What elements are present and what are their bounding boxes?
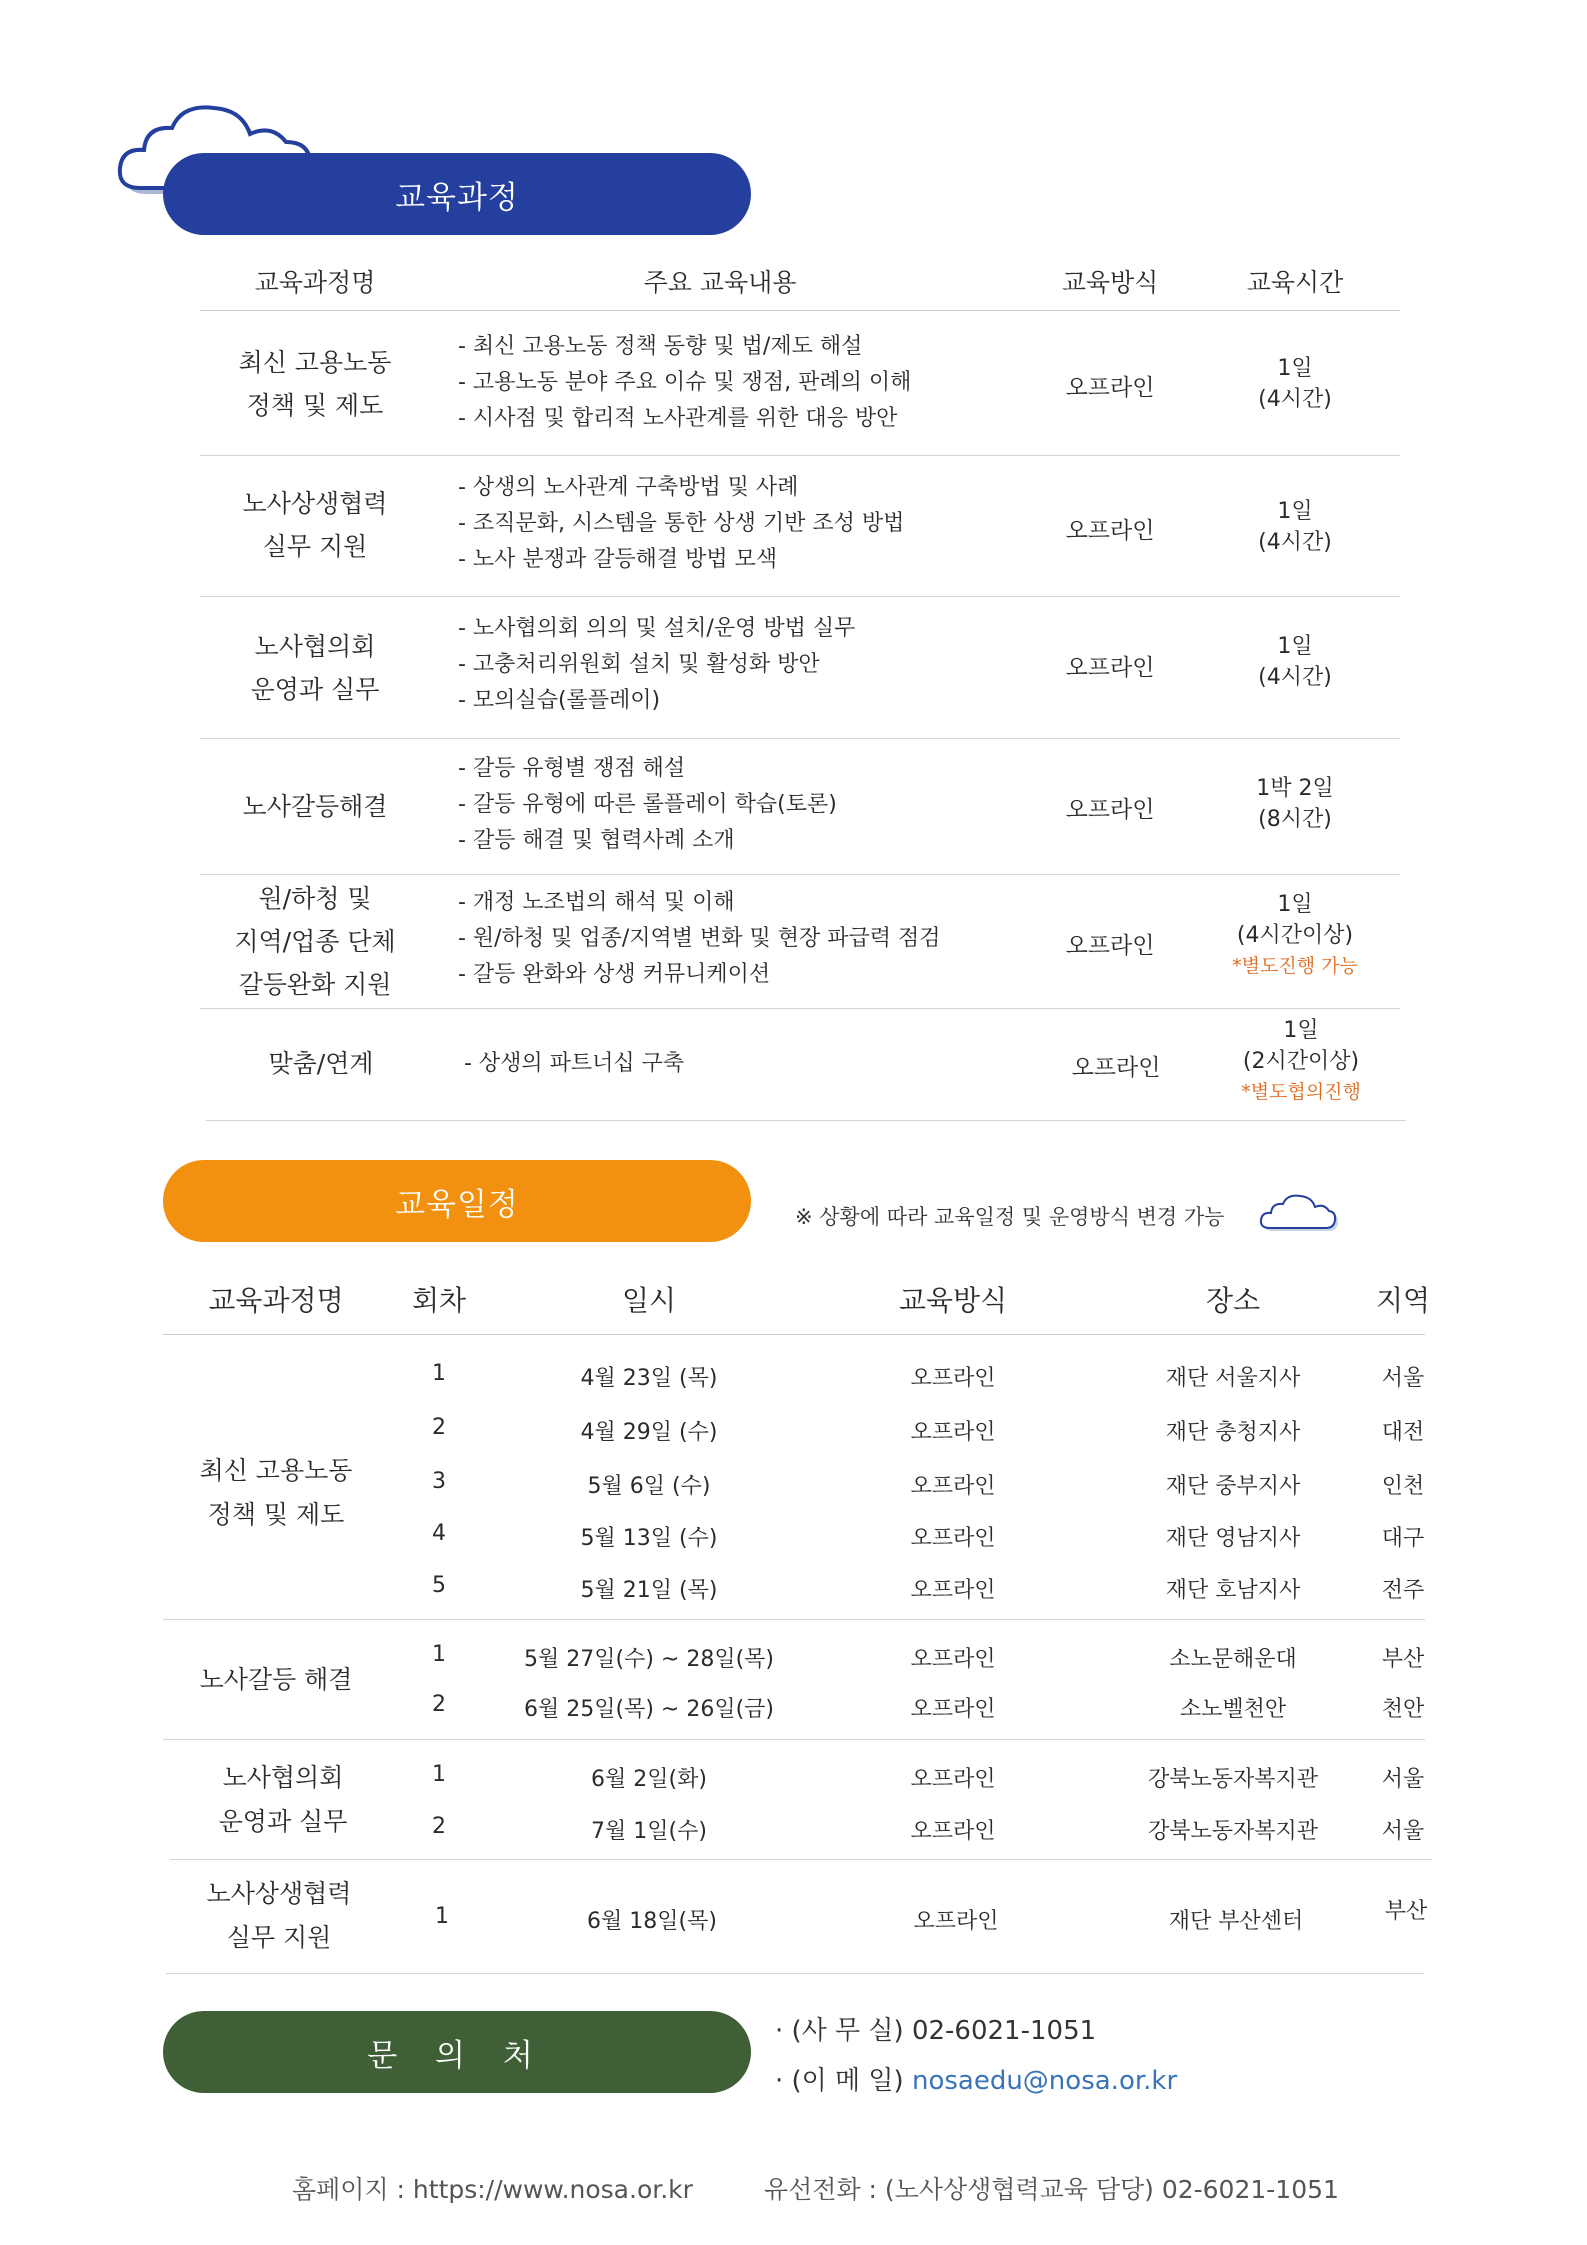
schedule-date: 6월 25일(목) ~ 26일(금) — [524, 1697, 774, 1722]
schedule-place: 재단 호남지사 — [1165, 1578, 1301, 1603]
time-line: (4시간) — [1258, 387, 1332, 412]
schedule-table-header — [163, 1255, 1431, 1335]
footer-homepage[interactable]: 홈페이지 : https://www.nosa.or.kr — [292, 2175, 693, 2204]
time-line: 1일 — [1277, 356, 1313, 381]
group-name-line: 노사갈등 해결 — [199, 1665, 353, 1694]
schedule-row — [163, 1569, 1425, 1605]
schedule-date: 5월 13일 (수) — [580, 1526, 718, 1551]
course-name-line: 최신 고용노동 — [238, 348, 392, 377]
section-title-contact-label: 문 의 처 — [367, 2037, 547, 2074]
schedule-date: 6월 2일(화) — [591, 1767, 707, 1792]
schedule-row — [163, 1517, 1425, 1553]
schedule-region: 천안 — [1381, 1697, 1425, 1722]
group-name-line: 최신 고용노동 — [199, 1456, 353, 1485]
group-name-line: 운영과 실무 — [218, 1807, 348, 1836]
schedule-group — [163, 1335, 1425, 1620]
course-name-line: 갈등완화 지원 — [238, 970, 392, 999]
schedule-method: 오프라인 — [910, 1697, 996, 1722]
time-line: 1일 — [1277, 892, 1313, 917]
time-note: *별도진행 가능 — [1232, 955, 1358, 977]
content-line: - 상생의 노사관계 구축방법 및 사례 — [458, 475, 799, 500]
course-content — [458, 885, 998, 993]
course-time — [1210, 353, 1380, 415]
schedule-place: 재단 영남지사 — [1165, 1526, 1301, 1551]
content-line: - 갈등 유형별 쟁점 해설 — [458, 756, 686, 781]
content-line: - 고충처리위원회 설치 및 활성화 방안 — [458, 652, 820, 677]
schedule-method: 오프라인 — [910, 1420, 996, 1445]
course-row — [200, 313, 1400, 456]
time-line: (4시간이상) — [1236, 923, 1354, 948]
schedule-date: 4월 23일 (목) — [580, 1366, 718, 1391]
header-course-name: 교육과정명 — [254, 268, 376, 297]
header-schedule-place: 장소 — [1205, 1284, 1261, 1317]
schedule-row — [163, 1357, 1425, 1393]
course-name-line: 원/하청 및 — [258, 884, 372, 913]
course-name-line: 실무 지원 — [262, 532, 368, 561]
course-time — [1210, 631, 1380, 693]
schedule-date: 5월 6일 (수) — [587, 1474, 711, 1499]
schedule-round: 2 — [432, 1415, 446, 1440]
contact-office-label: · (사 무 실) — [775, 2016, 904, 2046]
schedule-region: 대전 — [1381, 1420, 1425, 1445]
schedule-date: 6월 18일(목) — [587, 1909, 717, 1934]
time-line: (2시간이상) — [1242, 1049, 1360, 1074]
course-time — [1210, 889, 1380, 982]
schedule-method: 오프라인 — [910, 1578, 996, 1603]
schedule-method: 오프라인 — [913, 1909, 999, 1934]
course-table-header — [200, 255, 1400, 311]
time-line: (8시간) — [1258, 807, 1332, 832]
contact-email-label: · (이 메 일) — [775, 2066, 904, 2096]
schedule-row — [166, 1900, 1428, 1936]
cloud-icon — [1258, 1192, 1338, 1234]
content-line: - 개정 노조법의 해석 및 이해 — [458, 890, 735, 915]
course-name — [220, 785, 410, 828]
schedule-method: 오프라인 — [910, 1526, 996, 1551]
section-title-schedule — [163, 1160, 751, 1242]
schedule-region: 서울 — [1381, 1819, 1425, 1844]
header-schedule-region: 지역 — [1375, 1284, 1431, 1317]
course-row — [200, 597, 1400, 739]
course-name — [226, 1042, 416, 1085]
header-schedule-method: 교육방식 — [898, 1284, 1008, 1317]
schedule-round: 2 — [432, 1692, 446, 1717]
contact-email — [775, 2060, 1177, 2097]
schedule-date: 5월 21일 (목) — [580, 1578, 718, 1603]
schedule-place: 재단 서울지사 — [1165, 1366, 1301, 1391]
schedule-region: 인천 — [1381, 1474, 1425, 1499]
time-line: 1일 — [1277, 499, 1313, 524]
schedule-place: 소노문해운대 — [1169, 1647, 1297, 1672]
schedule-round: 1 — [435, 1904, 449, 1929]
content-line: - 조직문화, 시스템을 통한 상생 기반 조성 방법 — [458, 511, 905, 536]
schedule-method: 오프라인 — [910, 1767, 996, 1792]
course-name-line: 노사갈등해결 — [242, 792, 388, 821]
schedule-note: ※ 상황에 따라 교육일정 및 운영방식 변경 가능 — [795, 1205, 1225, 1229]
schedule-round: 1 — [432, 1361, 446, 1386]
schedule-place: 재단 충청지사 — [1165, 1420, 1301, 1445]
course-name — [220, 877, 410, 1006]
schedule-round: 1 — [432, 1762, 446, 1787]
course-name-line: 정책 및 제도 — [246, 391, 384, 420]
schedule-region: 전주 — [1381, 1578, 1425, 1603]
content-line: - 노사협의회 의의 및 설치/운영 방법 실무 — [458, 616, 856, 641]
contact-office — [775, 2010, 1096, 2047]
schedule-place: 강북노동자복지관 — [1147, 1819, 1319, 1844]
content-line: - 고용노동 분야 주요 이슈 및 쟁점, 판례의 이해 — [458, 370, 912, 395]
header-course-time: 교육시간 — [1246, 268, 1344, 297]
schedule-round: 2 — [432, 1814, 446, 1839]
schedule-row — [163, 1465, 1425, 1501]
course-time — [1216, 1015, 1386, 1108]
time-note: *별도협의진행 — [1241, 1081, 1361, 1103]
schedule-date: 7월 1일(수) — [591, 1819, 707, 1844]
group-name-line: 실무 지원 — [226, 1923, 332, 1952]
header-schedule-date: 일시 — [621, 1284, 677, 1317]
schedule-region: 부산 — [1381, 1647, 1425, 1672]
course-row — [200, 739, 1400, 875]
schedule-group — [170, 1740, 1432, 1860]
section-title-contact — [163, 2011, 751, 2093]
group-name-line: 노사협의회 — [222, 1763, 344, 1792]
schedule-row — [163, 1638, 1425, 1674]
course-method: 오프라인 — [1065, 375, 1155, 401]
course-name-line: 노사상생협력 — [242, 489, 388, 518]
course-method: 오프라인 — [1065, 933, 1155, 959]
schedule-place: 재단 중부지사 — [1165, 1474, 1301, 1499]
schedule-method: 오프라인 — [910, 1819, 996, 1844]
course-row — [200, 456, 1400, 597]
time-line: 1일 — [1277, 634, 1313, 659]
schedule-region: 대구 — [1381, 1526, 1425, 1551]
schedule-region: 서울 — [1381, 1767, 1425, 1792]
footer-phone: 유선전화 : (노사상생협력교육 담당) 02-6021-1051 — [764, 2175, 1339, 2204]
content-line: - 원/하청 및 업종/지역별 변화 및 현장 파급력 점검 — [458, 926, 941, 951]
schedule-date: 4월 29일 (수) — [580, 1420, 718, 1445]
schedule-row — [163, 1810, 1425, 1846]
schedule-region: 부산 — [1384, 1899, 1428, 1924]
schedule-method: 오프라인 — [910, 1474, 996, 1499]
schedule-round: 3 — [432, 1469, 446, 1494]
section-title-schedule-label: 교육일정 — [395, 1186, 519, 1223]
course-name-line: 맞춤/연계 — [268, 1049, 374, 1078]
header-schedule-round: 회차 — [411, 1284, 467, 1317]
course-content — [458, 611, 998, 719]
section-title-courses-label: 교육과정 — [395, 179, 519, 216]
course-row — [200, 875, 1400, 1009]
content-line: - 시사점 및 합리적 노사관계를 위한 대응 방안 — [458, 406, 898, 431]
schedule-group — [163, 1620, 1425, 1740]
content-line: - 최신 고용노동 정책 동향 및 법/제도 해설 — [458, 334, 863, 359]
group-name-line: 노사상생협력 — [206, 1879, 352, 1908]
schedule-date: 5월 27일(수) ~ 28일(목) — [524, 1647, 774, 1672]
content-line: - 갈등 완화와 상생 커뮤니케이션 — [458, 962, 771, 987]
contact-office-phone: 02-6021-1051 — [911, 2016, 1097, 2046]
course-name-line: 노사협의회 — [254, 632, 376, 661]
schedule-region: 서울 — [1381, 1366, 1425, 1391]
course-content — [464, 1046, 1004, 1082]
header-schedule-name: 교육과정명 — [208, 1284, 344, 1317]
schedule-round: 4 — [432, 1521, 446, 1546]
content-line: - 갈등 해결 및 협력사례 소개 — [458, 828, 735, 853]
course-content — [458, 329, 998, 437]
course-content — [458, 470, 998, 578]
course-method: 오프라인 — [1065, 797, 1155, 823]
content-line: - 상생의 파트너십 구축 — [464, 1051, 685, 1076]
course-name — [220, 482, 410, 568]
schedule-method: 오프라인 — [910, 1647, 996, 1672]
course-name — [220, 341, 410, 427]
course-name — [220, 625, 410, 711]
contact-email-link[interactable]: nosaedu@nosa.or.kr — [911, 2066, 1178, 2096]
course-time — [1210, 773, 1380, 835]
header-course-content: 주요 교육내용 — [643, 268, 797, 297]
course-content — [458, 751, 998, 859]
schedule-row — [163, 1688, 1425, 1724]
course-name-line: 지역/업종 단체 — [234, 927, 396, 956]
course-method: 오프라인 — [1065, 655, 1155, 681]
schedule-row — [163, 1411, 1425, 1447]
time-line: (4시간) — [1258, 530, 1332, 555]
schedule-round: 1 — [432, 1642, 446, 1667]
time-line: 1박 2일 — [1256, 776, 1334, 801]
schedule-place: 소노벨천안 — [1179, 1697, 1287, 1722]
course-method: 오프라인 — [1071, 1055, 1161, 1081]
course-row — [206, 1009, 1406, 1121]
header-course-method: 교육방식 — [1061, 268, 1159, 297]
course-name-line: 운영과 실무 — [250, 675, 380, 704]
course-time — [1210, 496, 1380, 558]
content-line: - 갈등 유형에 따른 롤플레이 학습(토론) — [458, 792, 837, 817]
time-line: 1일 — [1283, 1018, 1319, 1043]
section-title-courses — [163, 153, 751, 235]
course-method: 오프라인 — [1065, 518, 1155, 544]
schedule-place: 강북노동자복지관 — [1147, 1767, 1319, 1792]
schedule-round: 5 — [432, 1573, 446, 1598]
content-line: - 모의실습(롤플레이) — [458, 688, 661, 713]
schedule-group — [166, 1860, 1428, 1974]
schedule-place: 재단 부산센터 — [1168, 1909, 1304, 1934]
group-name-line: 정책 및 제도 — [207, 1500, 345, 1529]
schedule-row — [163, 1758, 1425, 1794]
content-line: - 노사 분쟁과 갈등해결 방법 모색 — [458, 547, 778, 572]
time-line: (4시간) — [1258, 665, 1332, 690]
schedule-method: 오프라인 — [910, 1366, 996, 1391]
